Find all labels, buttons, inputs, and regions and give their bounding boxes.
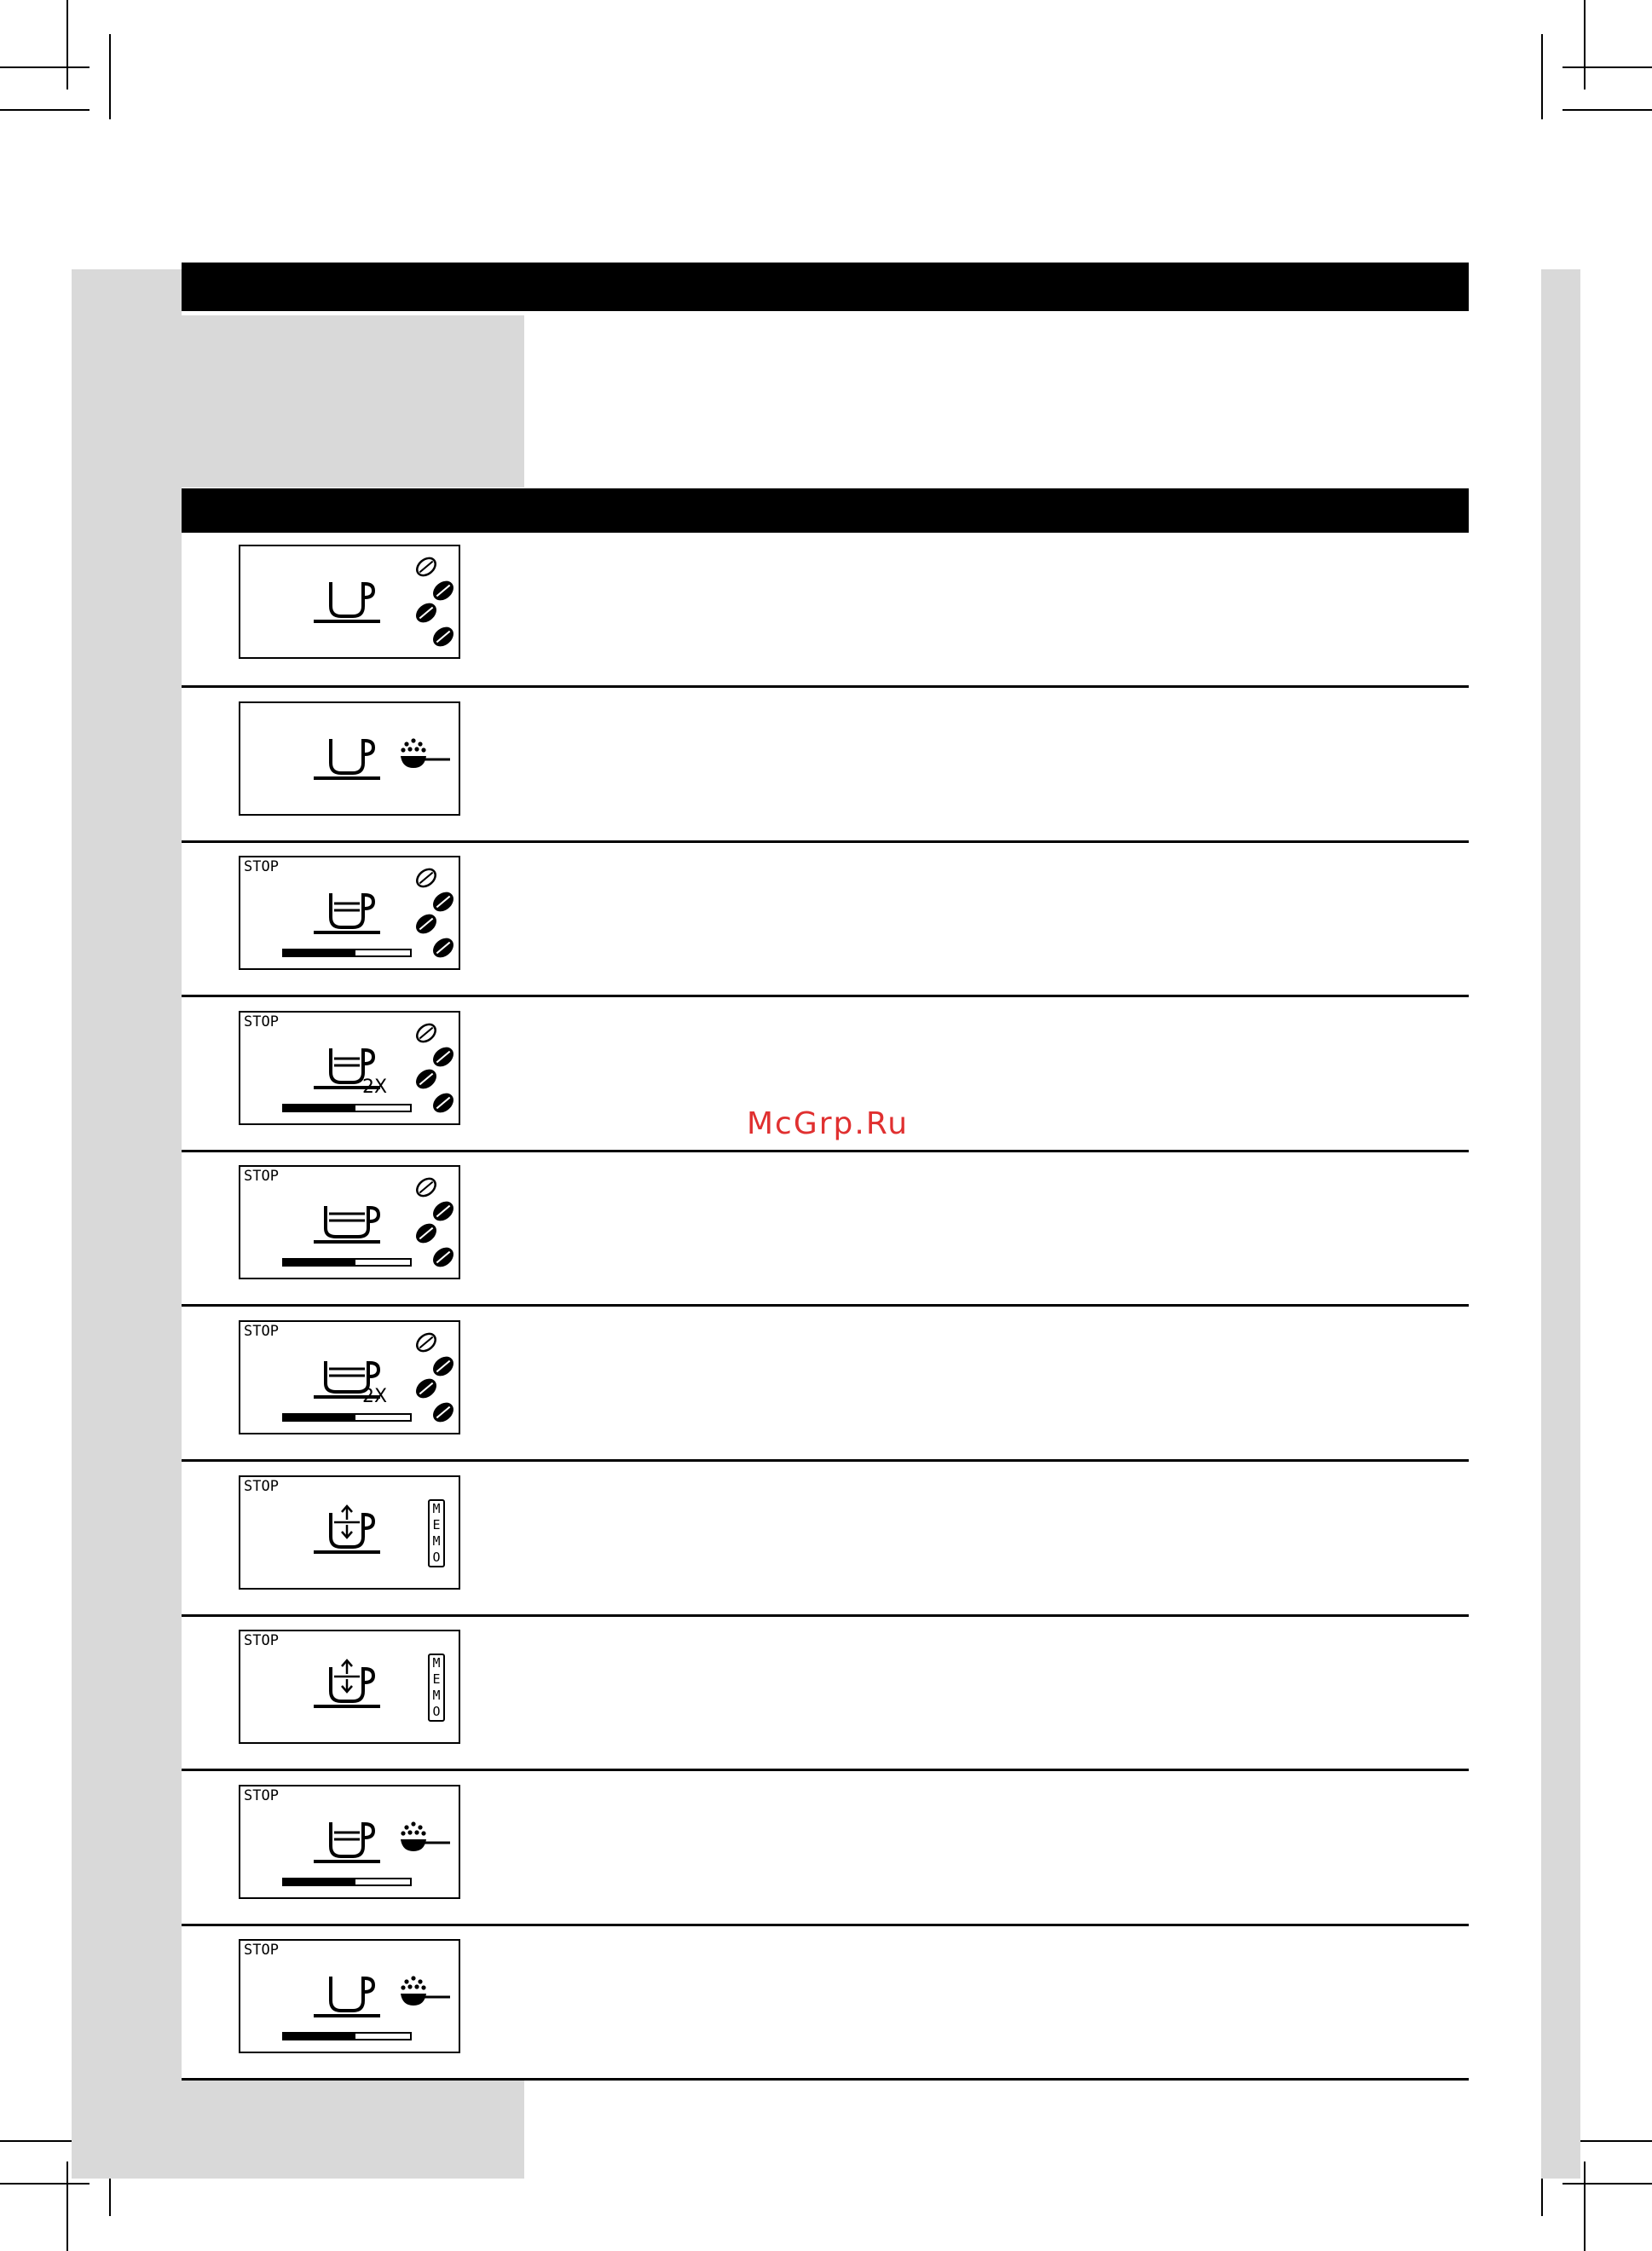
bottom-gray-column — [182, 2078, 524, 2179]
memo-icon — [428, 1499, 445, 1567]
crop-mark — [1562, 66, 1652, 68]
left-gray-column — [182, 315, 524, 488]
coffee-cup-icon — [240, 703, 459, 814]
lcd-display — [239, 1475, 460, 1590]
lcd-display — [239, 701, 460, 816]
row-divider — [182, 685, 1469, 688]
double-cup-label: 2X — [362, 1386, 388, 1407]
lcd-display — [239, 1320, 460, 1434]
table-header-bar — [182, 488, 1469, 533]
lcd-display — [239, 856, 460, 970]
stop-label: STOP — [244, 1632, 279, 1649]
watermark: McGrp.Ru — [747, 1106, 910, 1141]
crop-mark — [1562, 109, 1652, 111]
section-header-bar — [182, 263, 1469, 311]
lcd-display — [239, 1785, 460, 1899]
memo-letter: M — [432, 1688, 441, 1703]
lcd-display — [239, 1630, 460, 1744]
double-cup-label: 2X — [362, 1076, 388, 1098]
memo-letter: E — [432, 1671, 441, 1687]
memo-icon — [428, 1654, 445, 1722]
lcd-display — [239, 1011, 460, 1125]
lcd-display — [239, 1939, 460, 2053]
row-divider — [182, 1924, 1469, 1926]
crop-mark — [0, 109, 90, 111]
crop-mark — [109, 34, 111, 119]
stop-label: STOP — [244, 1168, 279, 1185]
memo-letter: O — [432, 1704, 441, 1719]
left-gray-margin — [72, 269, 182, 2179]
crop-mark — [1584, 0, 1586, 89]
stop-label: STOP — [244, 858, 279, 875]
crop-mark — [0, 66, 90, 68]
right-gray-margin — [1541, 269, 1580, 2179]
crop-mark — [66, 2162, 68, 2251]
crop-mark — [66, 0, 68, 89]
lcd-display — [239, 1165, 460, 1279]
crop-mark — [1562, 2183, 1652, 2185]
stop-label: STOP — [244, 1787, 279, 1804]
stop-label: STOP — [244, 1013, 279, 1030]
memo-letter: M — [432, 1533, 441, 1549]
stop-label: STOP — [244, 1323, 279, 1340]
row-divider — [182, 1769, 1469, 1771]
row-divider — [182, 1459, 1469, 1462]
row-divider — [182, 995, 1469, 997]
lcd-display — [239, 545, 460, 659]
memo-letter: O — [432, 1550, 441, 1565]
crop-mark — [1584, 2162, 1586, 2251]
crop-mark — [1541, 34, 1543, 119]
row-divider — [182, 840, 1469, 843]
stop-label: STOP — [244, 1942, 279, 1959]
stop-label: STOP — [244, 1478, 279, 1495]
memo-letter: M — [432, 1501, 441, 1516]
coffee-cup-icon — [240, 546, 459, 657]
memo-letter: E — [432, 1517, 441, 1532]
row-divider — [182, 2078, 1469, 2081]
row-divider — [182, 1614, 1469, 1617]
row-divider — [182, 1150, 1469, 1152]
row-divider — [182, 1304, 1469, 1307]
crop-mark — [0, 2183, 90, 2185]
memo-letter: M — [432, 1655, 441, 1671]
